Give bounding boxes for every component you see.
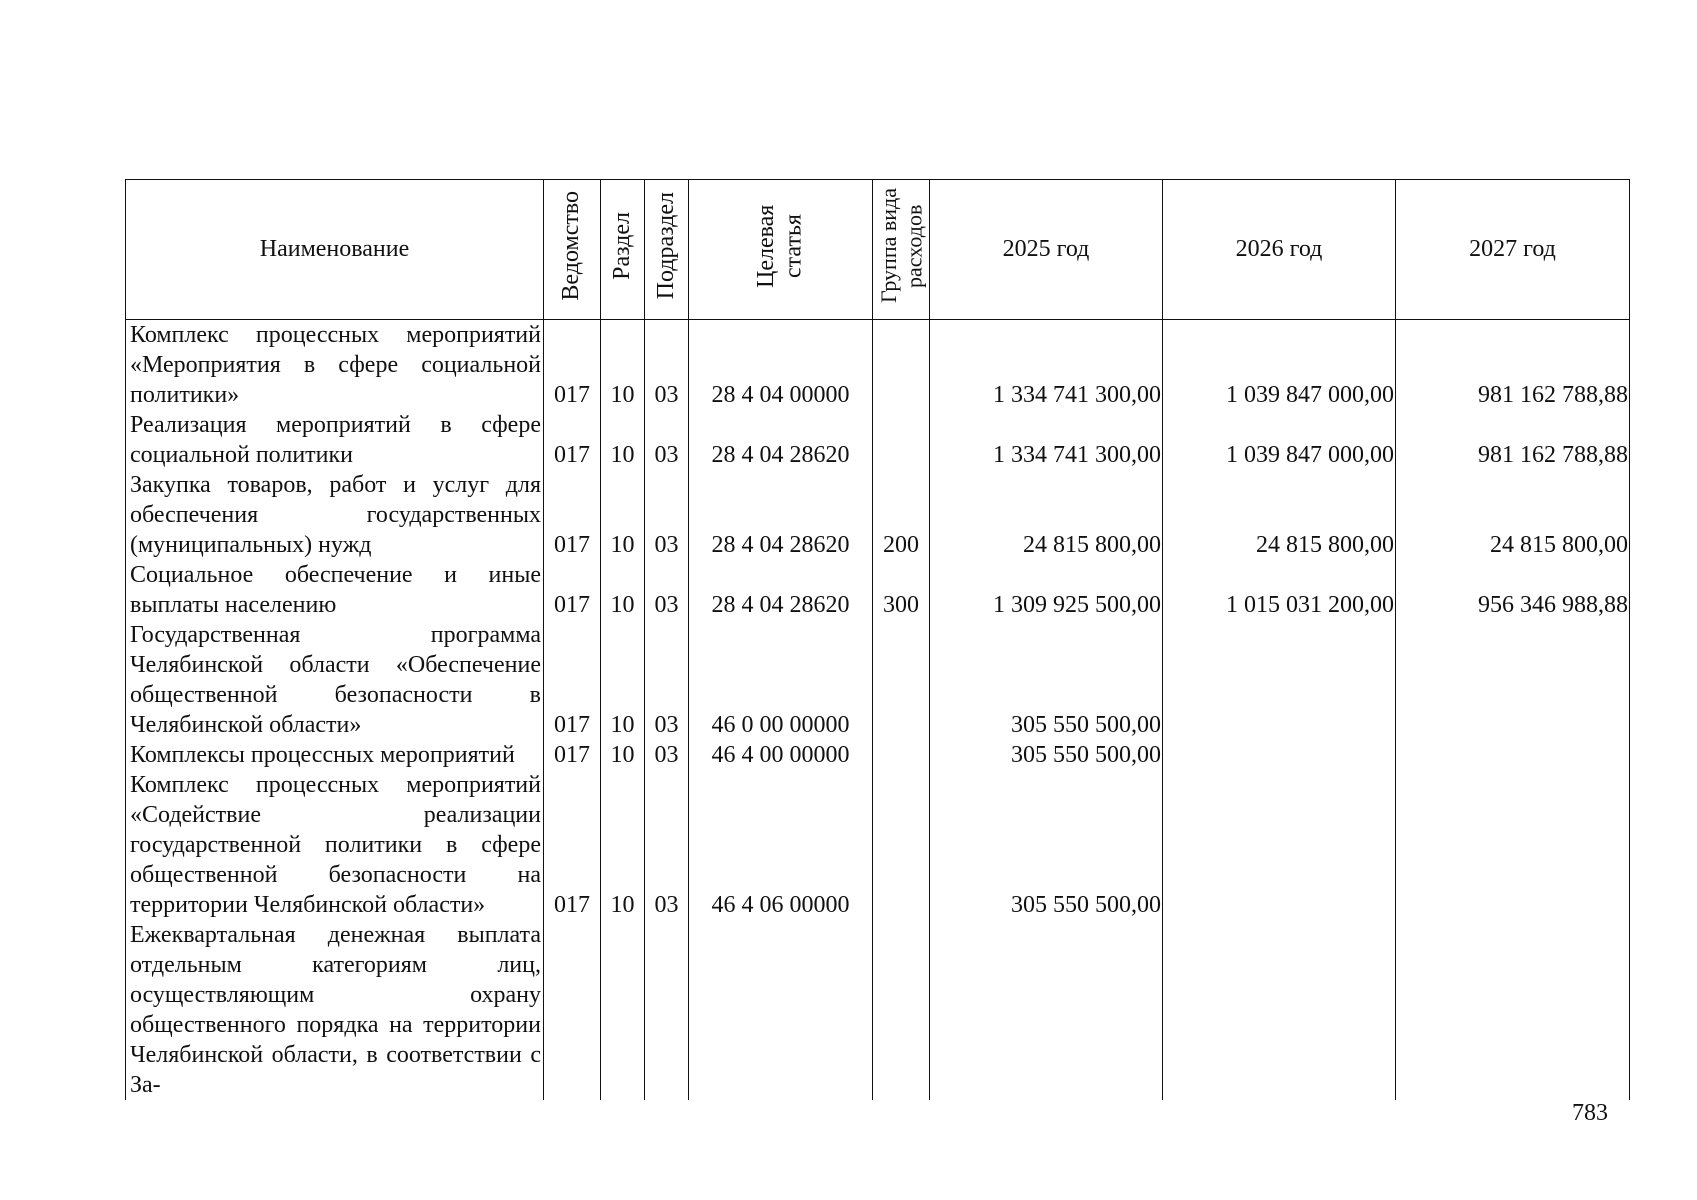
cell-section: 10 — [601, 620, 645, 740]
table-row — [126, 320, 1630, 411]
cell-department: 017 — [544, 320, 601, 411]
cell-section: 10 — [601, 410, 645, 470]
cell-target-article: 28 4 04 00000 — [689, 320, 873, 411]
header-expense-group: Группа вида расходов — [873, 180, 930, 320]
table-body — [126, 320, 1630, 1101]
cell-2025 — [930, 920, 1163, 1100]
cell-name: Государственная программа Челябинской области «Обеспечение общественной безопасности в Челябинской области» — [126, 620, 544, 740]
cell-target-article: 46 4 06 00000 — [689, 770, 873, 920]
cell-section — [601, 920, 645, 1100]
header-2025: 2025 год — [930, 180, 1163, 320]
table-row — [126, 560, 1630, 620]
cell-2025: 1 334 741 300,00 — [930, 320, 1163, 411]
cell-subsection: 03 — [645, 560, 689, 620]
header-department: Ведомство — [544, 180, 601, 320]
cell-expense-group — [873, 620, 930, 740]
cell-section: 10 — [601, 770, 645, 920]
cell-target-article: 46 0 00 00000 — [689, 620, 873, 740]
table-row — [126, 740, 1630, 770]
cell-name: Комплекс процессных мероприятий «Содействие реализации государственной политики в сфере общественной безопасности на территории Челябинской области» — [126, 770, 544, 920]
cell-department: 017 — [544, 410, 601, 470]
cell-name: Ежеквартальная денежная выплата отдельным категориям лиц, осуществляющим охрану общественного порядка на территории Челябинской области, в соответствии с За- — [126, 920, 544, 1100]
cell-department: 017 — [544, 770, 601, 920]
cell-2025: 1 334 741 300,00 — [930, 410, 1163, 470]
cell-2026: 1 039 847 000,00 — [1163, 410, 1396, 470]
cell-section: 10 — [601, 560, 645, 620]
cell-expense-group — [873, 320, 930, 411]
table-row — [126, 410, 1630, 470]
cell-target-article: 46 4 00 00000 — [689, 740, 873, 770]
cell-2025: 24 815 800,00 — [930, 470, 1163, 560]
table-row — [126, 770, 1630, 920]
cell-2025: 305 550 500,00 — [930, 740, 1163, 770]
header-2026: 2026 год — [1163, 180, 1396, 320]
cell-section: 10 — [601, 470, 645, 560]
cell-2027: 24 815 800,00 — [1396, 470, 1630, 560]
cell-2026 — [1163, 920, 1396, 1100]
cell-2027: 981 162 788,88 — [1396, 410, 1630, 470]
cell-2025: 305 550 500,00 — [930, 620, 1163, 740]
cell-subsection: 03 — [645, 410, 689, 470]
cell-name: Комплекс процессных мероприятий «Мероприятия в сфере социальной политики» — [126, 320, 544, 411]
cell-department — [544, 920, 601, 1100]
cell-2025: 1 309 925 500,00 — [930, 560, 1163, 620]
cell-department: 017 — [544, 740, 601, 770]
cell-subsection: 03 — [645, 740, 689, 770]
cell-department: 017 — [544, 470, 601, 560]
cell-2026 — [1163, 740, 1396, 770]
cell-name: Социальное обеспечение и иные выплаты населению — [126, 560, 544, 620]
cell-department: 017 — [544, 560, 601, 620]
cell-2026: 1 039 847 000,00 — [1163, 320, 1396, 411]
cell-subsection: 03 — [645, 620, 689, 740]
cell-section: 10 — [601, 320, 645, 411]
cell-2027 — [1396, 920, 1630, 1100]
cell-target-article: 28 4 04 28620 — [689, 410, 873, 470]
cell-subsection — [645, 920, 689, 1100]
cell-subsection: 03 — [645, 320, 689, 411]
cell-expense-group — [873, 770, 930, 920]
header-target-article: Целевая статья — [689, 180, 873, 320]
header-section: Раздел — [601, 180, 645, 320]
cell-name: Комплексы процессных мероприятий — [126, 740, 544, 770]
cell-name: Закупка товаров, работ и услуг для обеспечения государственных (муниципальных) нужд — [126, 470, 544, 560]
cell-target-article — [689, 920, 873, 1100]
table-row — [126, 470, 1630, 560]
page-number: 783 — [1572, 1100, 1608, 1126]
header-name: Наименование — [126, 180, 544, 320]
cell-2027 — [1396, 740, 1630, 770]
cell-expense-group — [873, 740, 930, 770]
cell-2026 — [1163, 770, 1396, 920]
cell-2025: 305 550 500,00 — [930, 770, 1163, 920]
table-row — [126, 920, 1630, 1100]
cell-section: 10 — [601, 740, 645, 770]
cell-department: 017 — [544, 620, 601, 740]
cell-expense-group: 200 — [873, 470, 930, 560]
cell-2027 — [1396, 770, 1630, 920]
header-2027: 2027 год — [1396, 180, 1630, 320]
cell-subsection: 03 — [645, 770, 689, 920]
cell-target-article: 28 4 04 28620 — [689, 560, 873, 620]
cell-expense-group: 300 — [873, 560, 930, 620]
header-subsection: Подраздел — [645, 180, 689, 320]
cell-2026: 24 815 800,00 — [1163, 470, 1396, 560]
table-row — [126, 620, 1630, 740]
table-header — [126, 180, 1630, 320]
cell-name: Реализация мероприятий в сфере социальной политики — [126, 410, 544, 470]
cell-2027: 981 162 788,88 — [1396, 320, 1630, 411]
cell-2026 — [1163, 620, 1396, 740]
budget-table — [125, 179, 1630, 1100]
cell-2026: 1 015 031 200,00 — [1163, 560, 1396, 620]
cell-expense-group — [873, 920, 930, 1100]
cell-target-article: 28 4 04 28620 — [689, 470, 873, 560]
cell-subsection: 03 — [645, 470, 689, 560]
cell-2027: 956 346 988,88 — [1396, 560, 1630, 620]
cell-2027 — [1396, 620, 1630, 740]
cell-expense-group — [873, 410, 930, 470]
